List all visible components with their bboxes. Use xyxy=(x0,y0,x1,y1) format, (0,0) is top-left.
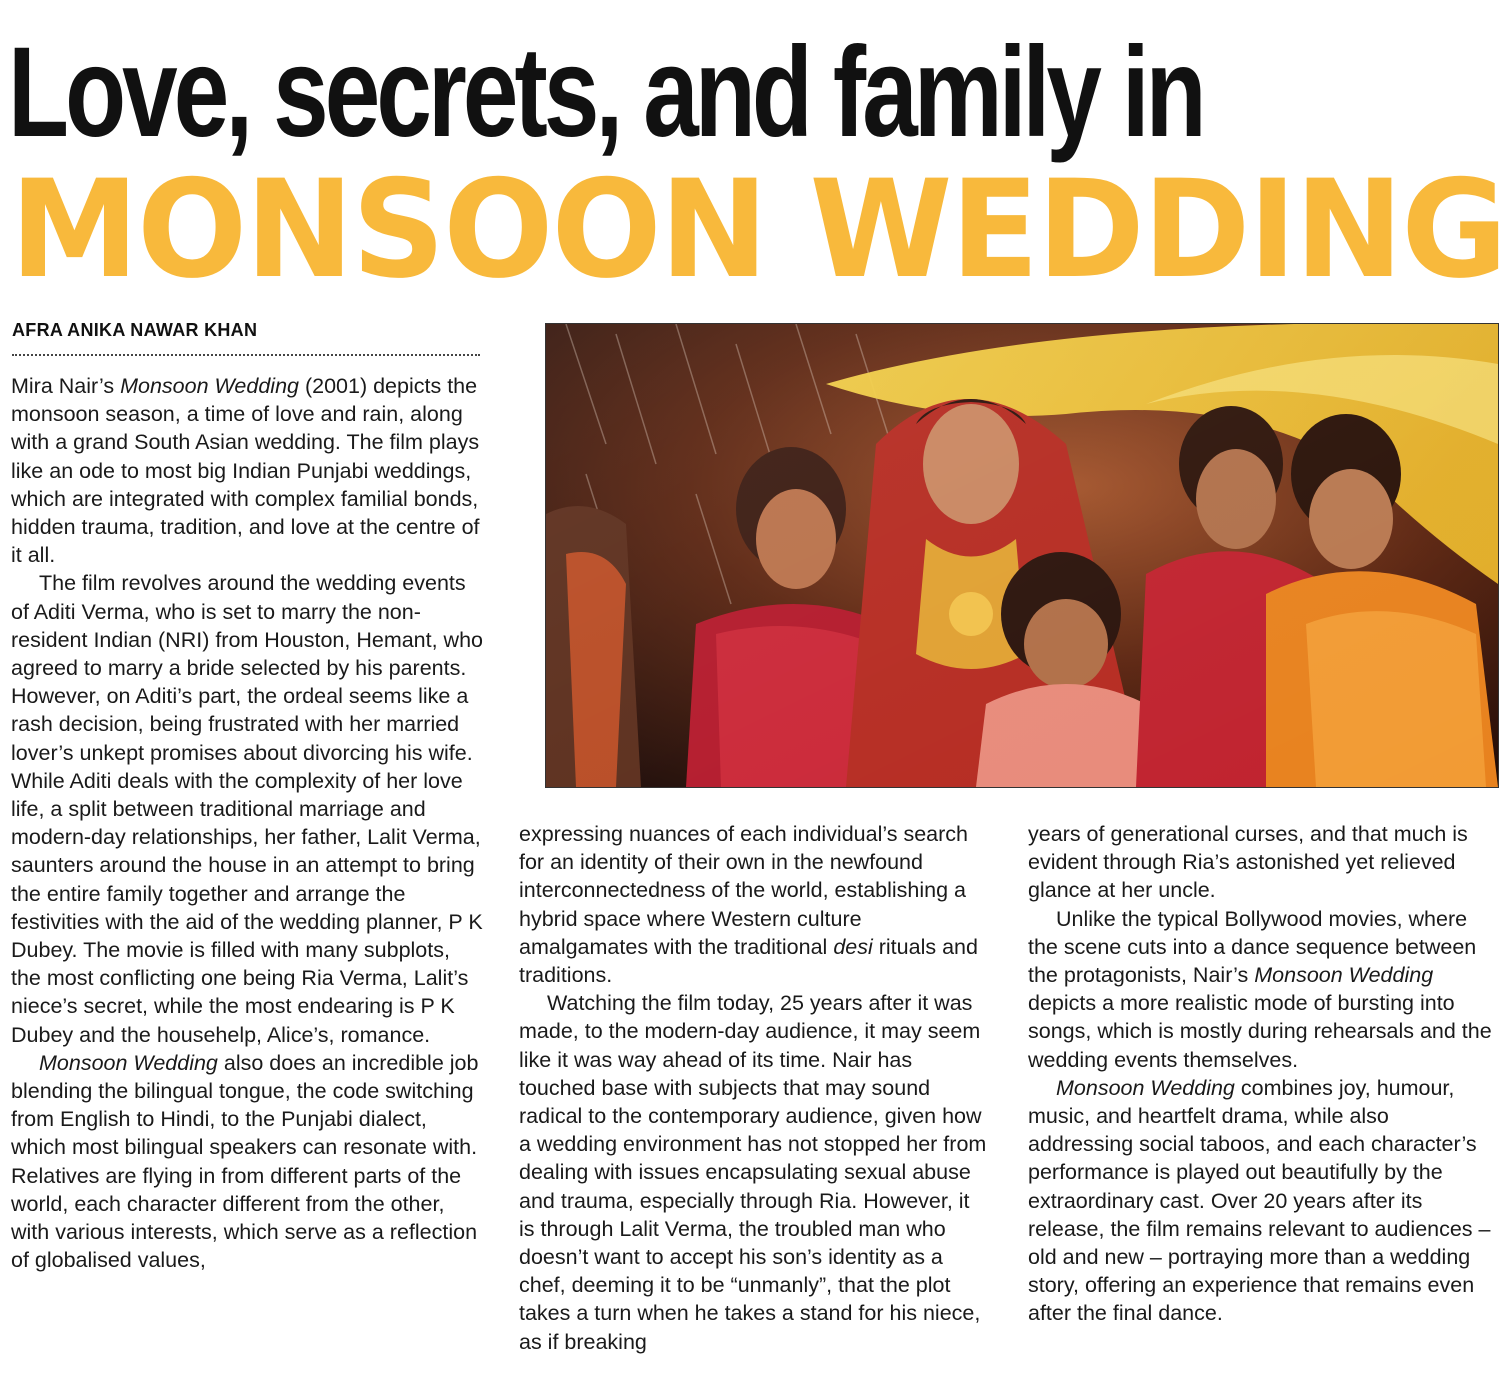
film-title-italic: Monsoon Wedding xyxy=(1056,1075,1235,1100)
paragraph xyxy=(11,372,483,569)
paragraph xyxy=(519,820,989,989)
film-title-italic: Monsoon Wedding xyxy=(39,1050,218,1075)
article-column-1 xyxy=(11,372,483,1275)
byline-divider xyxy=(12,354,480,356)
paragraph-text: combines joy, humour, music, and heartfelt drama, while also addressing social taboos, and each character’s performance is played out beautifully by the extraordinary cast. Over 20 years after its release, the film remains relevant to audiences – old and new – portraying more than a wedding story, offering an experience that remains even after the final dance. xyxy=(1028,1075,1491,1326)
paragraph xyxy=(11,1049,483,1275)
italic-word: desi xyxy=(833,934,873,959)
paragraph: Watching the film today, 25 years after it was made, to the modern-day audience, it may seem like it was way ahead of its time. Nair has touched base with subjects that may sound radical to the contemporary audience, given how a wedding environment has not stopped her from dealing with issues encapsulating sexual abuse and trauma, especially through Ria. However, it is through Lalit Verma, the troubled man who doesn’t want to accept his son’s identity as a chef, deeming it to be “unmanly”, that the plot takes a turn when he takes a stand for his niece, as if breaking xyxy=(519,991,987,1354)
paragraph-text: expressing nuances of each individual’s search for an identity of their own in the newfound interconnectedness of the world, establishing a hybrid space where Western culture amalgamates with the traditional xyxy=(519,822,968,959)
paragraph xyxy=(1028,1074,1500,1328)
author-byline: AFRA ANIKA NAWAR KHAN xyxy=(12,320,258,340)
paragraph-text: Mira Nair’s xyxy=(11,374,121,398)
paragraph-text: rituals and traditions. xyxy=(519,934,978,988)
paragraph-text: Unlike the typical Bollywood movies, where the scene cuts into a dance sequence between the protagonists, Nair’s xyxy=(1028,906,1477,988)
paragraph-text: (2001) depicts the monsoon season, a time of love and rain, along with a grand South Asian wedding. The film plays like an ode to most big Indian Punjabi weddings, which are integrated with complex familial bonds, hidden trauma, tradition, and love at the centre of it all. xyxy=(11,374,480,568)
paragraph: The film revolves around the wedding events of Aditi Verma, who is set to marry the non-resident Indian (NRI) from Houston, Hemant, who agreed to marry a bride selected by his parents. However, on Aditi’s part, the ordeal seems like a rash decision, being frustrated with her married lover’s unkept promises about divorcing his wife. While Aditi deals with the complexity of her love life, a split between traditional marriage and modern-day relationships, her father, Lalit Verma, saunters around the house in an attempt to bring the entire family together and arrange the festivities with the aid of the wedding planner, P K Dubey. The movie is filled with many subplots, the most conflicting one being Ria Verma, Lalit’s niece’s secret, while the most endearing is P K Dubey and the househelp, Alice’s, romance. xyxy=(11,571,484,1047)
film-still-illustration xyxy=(546,324,1498,787)
film-title-italic: Monsoon Wedding xyxy=(120,374,299,398)
headline-line-1: Love, secrets, and family in xyxy=(8,21,1203,164)
film-still-photo xyxy=(545,323,1499,788)
headline-line-2: MONSOON WEDDING xyxy=(10,151,1506,308)
paragraph: years of generational curses, and that much is evident through Ria’s astonished yet relieved glance at her uncle. xyxy=(1028,822,1468,903)
paragraph-text: depicts a more realistic mode of bursting into songs, which is mostly during rehearsals and the wedding events themselves. xyxy=(1028,991,1492,1072)
paragraph xyxy=(1028,905,1500,1074)
film-title-italic: Monsoon Wedding xyxy=(1254,963,1434,988)
article-column-3 xyxy=(1028,820,1500,1328)
paragraph-text: also does an incredible job blending the bilingual tongue, the code switching from English to Hindi, to the Punjabi dialect, which most bilingual speakers can resonate with. Relatives are flying in from different parts of the world, each character different from the other, with various interests, which serve as a reflection of globalised values, xyxy=(11,1050,479,1273)
article-column-2 xyxy=(519,820,989,1356)
